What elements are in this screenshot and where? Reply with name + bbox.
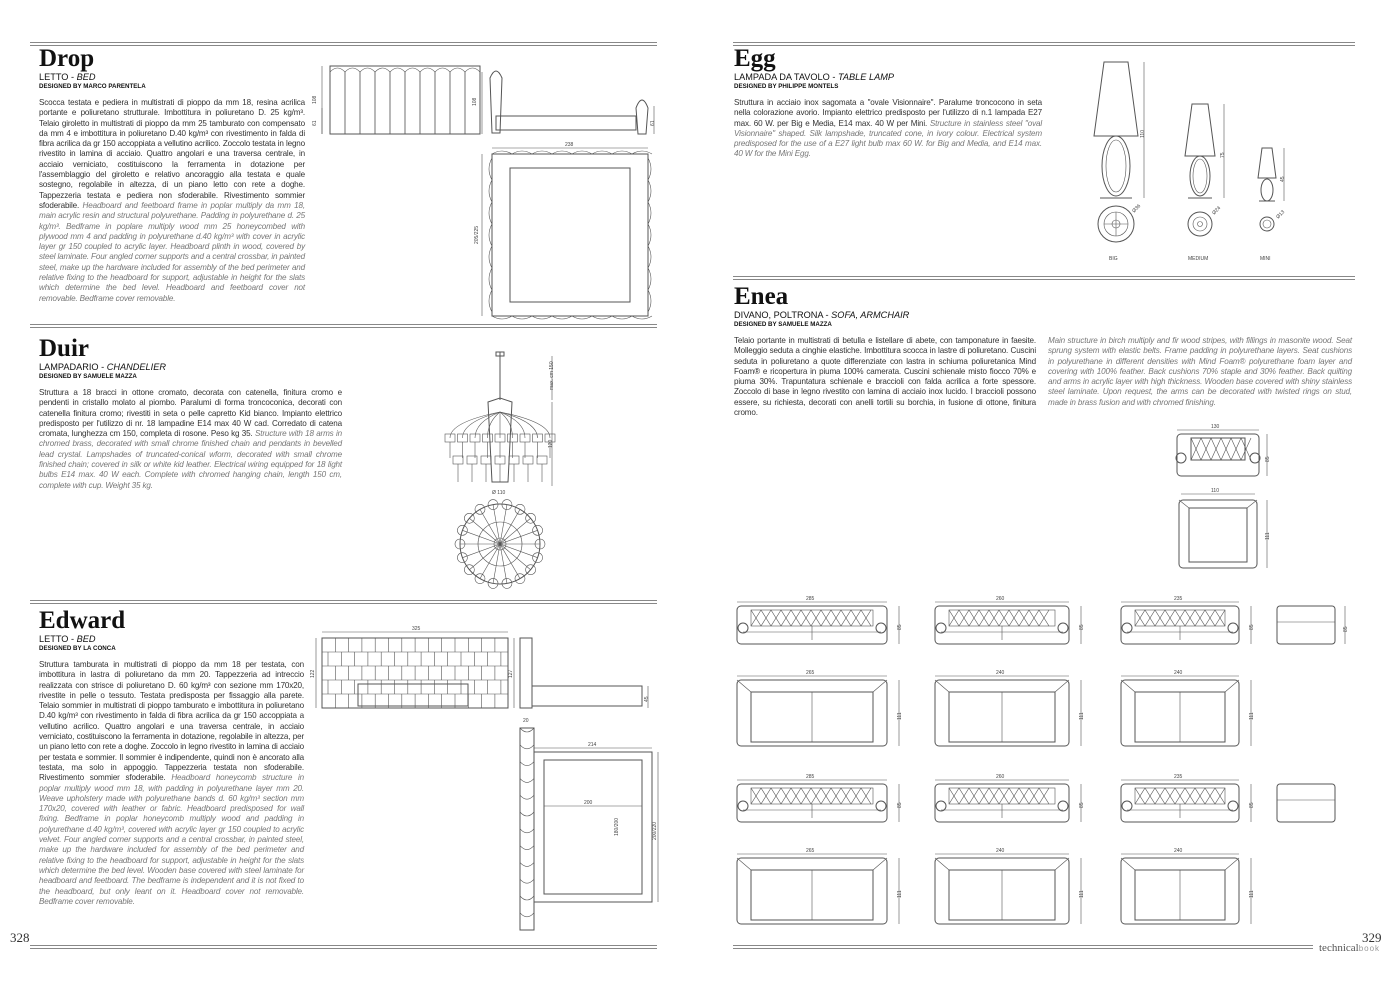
duir-title: Duir <box>39 335 89 362</box>
edward-description <box>39 660 304 907</box>
page-number-right: 329 <box>1362 930 1382 945</box>
drop-dim-h4: 61 <box>650 120 656 126</box>
rule-duir-edward <box>30 600 657 604</box>
armchair-dim-w2: 110 <box>1211 488 1219 494</box>
left-page <box>0 0 696 990</box>
duir-drawing <box>440 352 570 592</box>
right-page <box>697 0 1393 990</box>
armchair-dim-d: 111 <box>1265 532 1271 540</box>
egg-text-it: Struttura in acciaio inox sagomata a "ovale Visionnaire". Paralume troncocono in seta nella colorazione avorio. Impianto elettrico predisposto per l'utilizzo di n.1 lampada E27 max. 60 W. per Big e Media, E14 max. 40 W per Mini. <box>734 98 1042 128</box>
svg-text:240: 240 <box>996 670 1005 676</box>
egg-mini-label: MINI <box>1260 256 1271 262</box>
duir-description <box>39 388 342 491</box>
page-number-left: 328 <box>10 930 30 945</box>
egg-type: LAMPADA DA TAVOLO - TABLE LAMP <box>734 72 894 82</box>
svg-text:285: 285 <box>806 596 815 602</box>
duir-dim-dia: Ø 110 <box>492 490 506 496</box>
egg-entry <box>734 46 1042 160</box>
svg-text:85: 85 <box>897 624 903 630</box>
svg-text:111: 111 <box>1079 890 1085 898</box>
svg-text:285: 285 <box>806 774 815 780</box>
edward-dim-t: 20 <box>523 718 529 724</box>
svg-text:111: 111 <box>1079 712 1085 720</box>
bottom-rule <box>30 945 657 949</box>
drop-dim-d: 205/225 <box>474 225 480 244</box>
edward-text-it: Struttura tamburata in multistrati di pioppo da mm 18 per testata, con imbottitura in lastra di poliuretano da mm 20. Tappezzeria ad intreccio realizzata con strisce di poliuretano D. 60 kg/m³ con sezione mm 170x20, rivestite in pelle o tessuto. Testata predisposta per fissaggio alla parete. Telaio sommier in multistrati di pioppo tamburato e imbottitura in poliuretano D.40 kg/m³ con rivestimento in falda di fibra acrilica da gr 150 accoppiata a vellutino acrilico. Quattro angolari e una traversa centrale, in acciaio verniciato, costituiscono la ferramenta in dotazione, regolabile in altezza, per un piano letto con rete a doghe. Zoccolo in legno rivestito in lamina di acciaio per testata e sommier. Il sommier è indipendente, quindi non è ancorato alla testata, ma solo in appoggio. Tappezzeria testata non sfoderabile. Rivestimento sommier sfoderabile. <box>39 660 304 783</box>
edward-type: LETTO - BED <box>39 634 96 644</box>
egg-big-h: 110 <box>1140 130 1146 138</box>
duir-text-it: Struttura a 18 bracci in ottone cromato, decorata con catenella, finitura cromo e pendenti in cristallo molato al piombo. Paralumi di forma troncoconica, decorati con catenella finitura cromo; rivestiti in seta o pelle capretto Kid bianco. Impianto elettrico predisposto per l'utilizzo di nr. 18 lampadine E14 max 40 W cad. Corredato di catena cromata, lunghezza cm 150, completa di rosone. Peso kg 35. <box>39 388 342 439</box>
drop-drawing <box>310 58 660 320</box>
svg-text:260: 260 <box>996 774 1005 780</box>
egg-text-en: Structure in stainless steel "oval Visionnaire" shaped. Silk lampshade, truncated cone, in ivory colour. Electrical system predisposed for the use of a E27 light bulb max 60 W. for Big and Media, and E14 max. 40 W for the Mini Egg. <box>734 118 1042 159</box>
drop-description <box>39 98 305 304</box>
drop-dim-w: 238 <box>565 142 574 148</box>
rule-drop-duir <box>30 324 657 328</box>
edward-text-en: Headboard honeycomb structure in poplar multiply wood mm 18, with padding in polyurethane layer mm 20. Weave upholstery made with polyurethane bands d. 60 kg/m³ section mm 170x20, covered with leather or fabric. Headboard predisposed for wall fixing. Bedframe in poplar honeycomb multiply wood and padding in polyurethane d.40 kg/m³, covered with acrylic layer gr 150 coupled to acrylic velvet. Four angled corner supports and a central crossbar, in painted steel, make up the hardware included for assembly of the bed perimeter and relative fixing to the headboard for support, adjustable in height for the slats which determine the bed level. Wooden base covered with steel laminate for headboard and feetboard. The bedframe is independent and it is not fixed to the headboard, but only leant on it. Headboard cover not removable. Bedframe cover removable. <box>39 773 304 906</box>
egg-big-label: BIG <box>1109 256 1118 262</box>
egg-medium-h: 75 <box>1220 152 1226 158</box>
drop-type: LETTO - BED <box>39 72 96 82</box>
edward-dim-d1: 200 <box>584 800 593 806</box>
svg-text:235: 235 <box>1174 596 1183 602</box>
enea-title: Enea <box>734 283 789 310</box>
bottom-rule-right <box>733 945 1313 949</box>
svg-text:111: 111 <box>897 712 903 720</box>
svg-text:111: 111 <box>1249 890 1255 898</box>
egg-big-d: Ø36 <box>1131 203 1143 215</box>
egg-mini-h: 45 <box>1280 176 1286 182</box>
duir-entry <box>39 336 342 491</box>
armchair-dim-w: 130 <box>1211 424 1220 430</box>
egg-medium-label: MEDIUM <box>1188 256 1209 262</box>
duir-text-en: Structure with 18 arms in chromed brass, decorated with small chrome finished chain and pendants in bevelled lead crystal. Lampshades of truncated-conical wform, decorated with small chrome finished chain; covered in silk or white kid leather. Electrical wiring equipped for 18 light bulbs E14 max. 40 W each. Complete with chromed hanging chain, length 150 cm, complete with cup. Weight 35 kg. <box>39 429 342 490</box>
edward-designer: DESIGNED BY LA CONCA <box>39 645 116 652</box>
edward-dim-w: 325 <box>412 626 421 632</box>
egg-mini-d: Ø13 <box>1275 209 1287 221</box>
egg-medium-d: Ø24 <box>1211 205 1223 217</box>
armchair-dim-h: 85 <box>1265 456 1271 462</box>
svg-text:240: 240 <box>1174 848 1183 854</box>
enea-entry <box>734 284 1354 418</box>
drop-dim-h3: 108 <box>472 97 478 106</box>
edward-dim-h1: 122 <box>310 669 316 678</box>
duir-dim-h: 120 <box>548 439 554 448</box>
enea-type: DIVANO, POLTRONA - SOFA, ARMCHAIR <box>734 310 910 320</box>
enea-sofa-drawings <box>733 588 1353 938</box>
edward-title: Edward <box>39 607 126 634</box>
drop-designer: DESIGNED BY MARCO PARENTELA <box>39 83 146 90</box>
egg-designer: DESIGNED BY PHILIPPE MONTELS <box>734 83 839 90</box>
drop-text-en: Headboard and feetboard frame in poplar multiply da mm 18, main acrylic resin and structural polyurethane. Padding in polyurethane d. 25 kg/m³. Bedframe in poplare multiply wood mm 25 honeycombed with plywood mm 4 and padding in polyurethane d.40 kg/m³ with cover in acrylic layer gr 150 coupled to acrylic layer. Headboard plinth in wood, covered by steel laminate. Four angled corner supports and a central crossbar, in painted steel, make up the hardware included for assembly of the bed perimeter and relative fixing to the headboard for support, adjustable in height for the slats which determine the bed level. Headboard and feetboard cover not removable. Bedframe cover removable. <box>39 200 305 303</box>
svg-text:240: 240 <box>1174 670 1183 676</box>
svg-text:85: 85 <box>1079 624 1085 630</box>
drop-dim-h2: 61 <box>312 120 318 126</box>
svg-text:240: 240 <box>996 848 1005 854</box>
egg-title: Egg <box>734 45 776 72</box>
edward-dim-h2: 127 <box>508 669 514 678</box>
egg-drawing <box>1082 58 1322 268</box>
edward-dim-w2: 214 <box>588 742 597 748</box>
svg-text:85: 85 <box>1079 802 1085 808</box>
svg-text:260: 260 <box>996 596 1005 602</box>
svg-text:85: 85 <box>897 802 903 808</box>
svg-text:85: 85 <box>1249 802 1255 808</box>
brand-logo: technicalbook <box>1319 942 1381 954</box>
edward-entry <box>39 608 304 907</box>
egg-description <box>734 98 1042 160</box>
enea-text-en: Main structure in birch multiply and fir wood stripes, with fillings in masonite wood. Seat sprung system with elastic belts. Frame padding in polyurethane layers. Seat cushions in polyurethane in different densities with Mind Foam® polyurethane foam layer and covering with 100% feather. Back cushions 70% staple and 30% feather. Back quilting and arms in acrylic layer with high thickness. Wooden base covered with shiny stainless steel laminate. Upon request, the arms can be decorated with twisted rings on stud, made in brass fusion and with chromed finishing. <box>1048 336 1352 407</box>
svg-text:265: 265 <box>806 670 815 676</box>
svg-text:235: 235 <box>1174 774 1183 780</box>
svg-text:85: 85 <box>1343 626 1349 632</box>
edward-drawing <box>312 624 667 934</box>
enea-text-it: Telaio portante in multistrati di betulla e listellare di abete, con tamponature in faesite. Molleggio seduta a cinghie elastiche. Imbottitura scocca in lastre di poliuretano. Cuscini seduta in poliuretano a quote differenziate con lastra in schiuma poliuretanica Mind Foam® e ricopertura in piuma 100% camerata. Cuscini schienale misto fiocco 70% e piuma 30%. Trapuntatura schienale e braccioli con falda acrilica a forte spessore. Zoccolo di base in legno rivestito con lamina di acciaio inox lucido. I braccioli possono essere, su richiesta, decorati con anelli tortili su borchia, in fusione di ottone, finitura cromo. <box>734 336 1036 418</box>
duir-dim-chain: max. cm 150 <box>549 361 555 390</box>
edward-dim-d2: 180/200 <box>614 817 620 836</box>
svg-text:111: 111 <box>897 890 903 898</box>
svg-text:265: 265 <box>806 848 815 854</box>
svg-text:111: 111 <box>1249 712 1255 720</box>
edward-dim-h3: 45 <box>644 696 650 702</box>
rule-egg-enea <box>733 276 1355 280</box>
duir-designer: DESIGNED BY SAMUELE MAZZA <box>39 373 137 380</box>
drop-dim-h1: 108 <box>312 95 318 104</box>
drop-title: Drop <box>39 45 95 72</box>
enea-designer: DESIGNED BY SAMUELE MAZZA <box>734 321 832 328</box>
enea-armchair-drawing <box>1167 424 1277 574</box>
duir-type: LAMPADARIO - CHANDELIER <box>39 362 166 372</box>
drop-entry <box>39 46 305 304</box>
svg-text:85: 85 <box>1249 624 1255 630</box>
edward-dim-d3: 200/220 <box>652 821 658 840</box>
drop-text-it: Scocca testata e pediera in multistrati di pioppo da mm 18, resina acrilica portante e poliuretano strutturale. Imbottitura in poliuretano D. 25 kg/m³. Telaio giroletto in multistrati di pioppo da mm 25 tamburato con compensato da mm 4 e imbottitura in poliuretano D.40 kg/m³ con rivestimento in falda di fibra acrilica da gr 150 accoppiata a vellutino acrilico. Zoccolo testata in legno rivestito in lamina di acciaio. Quattro angolari e una traversa centrale, in acciaio verniciato, costituiscono la ferramenta in dotazione per l'assemblaggio del giroletto e relativo ancoraggio alla testata e quale sostegno, regolabile in altezza, di un piano letto con rete a doghe. Tappezzeria testata e pediera non sfoderabile. Rivestimento sommier sfoderabile. <box>39 98 305 210</box>
